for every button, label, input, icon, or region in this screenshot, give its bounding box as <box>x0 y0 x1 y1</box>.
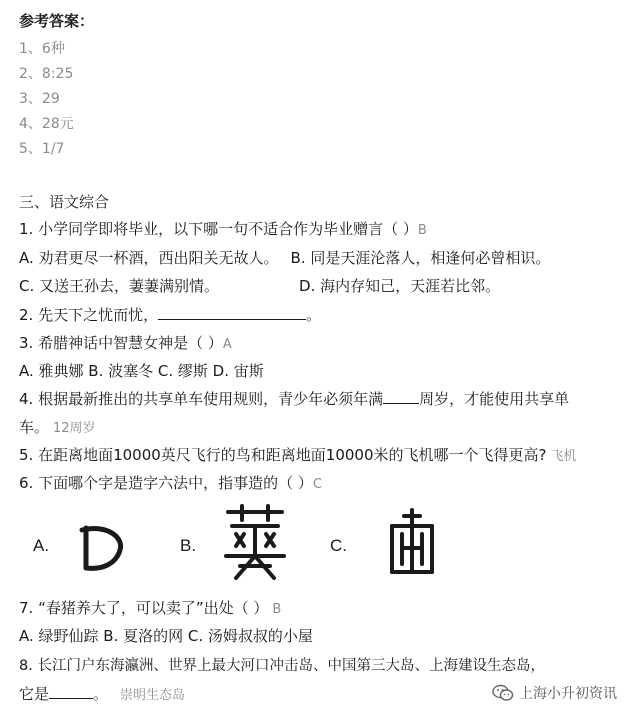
figure-a-label: A. <box>33 536 50 555</box>
figure-a-glyph <box>78 518 128 574</box>
question-4-line-2 <box>19 417 96 439</box>
question-1-option-a: A. 劝君更尽一杯酒，西出阳关无故人。 <box>19 249 279 267</box>
question-5 <box>19 445 577 467</box>
question-2 <box>19 305 321 325</box>
question-3 <box>19 333 232 355</box>
question-6-text: 6. 下面哪个字是造字六法中，指事造的（ ） <box>19 474 313 492</box>
question-4-blank[interactable] <box>383 389 419 404</box>
question-2-text: 2. 先天下之忧而忧， <box>19 306 159 324</box>
question-3-options: A. 雅典娜 B. 波塞冬 C. 缪斯 D. 宙斯 <box>19 362 264 380</box>
question-1-options-row-2 <box>19 276 500 296</box>
question-7-text: 7. “春猪养大了，可以卖了”出处（ ） <box>19 599 269 617</box>
section-title: 三、语文综合 <box>19 193 110 211</box>
question-4 <box>19 389 569 409</box>
question-7-answer: B <box>272 602 282 617</box>
answer-item-5: 5、1/7 <box>19 141 65 157</box>
question-8-end: 。 <box>93 685 109 703</box>
question-1 <box>19 219 427 241</box>
question-5-text: 5. 在距离地面10000英尺飞行的鸟和距离地面10000米的飞机哪一个飞得更高? <box>19 446 547 464</box>
question-7-options: A. 绿野仙踪 B. 夏洛的网 C. 汤姆叔叔的小屋 <box>19 627 313 645</box>
question-6-answer: C <box>312 477 322 492</box>
question-2-blank[interactable] <box>158 305 306 320</box>
question-8-line-2 <box>19 684 185 706</box>
question-8-blank[interactable] <box>49 684 93 699</box>
question-4-text-after: 周岁，才能使用共享单 <box>419 390 570 408</box>
watermark <box>492 683 617 703</box>
question-1-option-c: C. 又送王孙去，萋萋满别情。 <box>19 277 220 295</box>
watermark-text: 上海小升初资讯 <box>519 686 617 702</box>
answer-item-1: 1、6种 <box>19 41 65 57</box>
figure-c-label: C. <box>330 536 347 555</box>
question-2-end: 。 <box>306 306 322 324</box>
answer-item-2: 2、8:25 <box>19 66 74 82</box>
question-1-answer: B <box>417 223 427 238</box>
question-8-line2-text: 它是 <box>19 685 50 703</box>
question-6-figures <box>0 500 625 590</box>
question-8-answer: 崇明生态岛 <box>120 688 186 703</box>
wechat-icon <box>492 684 514 702</box>
question-8-line-1: 8. 长江门户东海瀛洲、世界上最大河口冲击岛、中国第三大岛、上海建设生态岛， <box>19 658 545 674</box>
question-4-answer: 12周岁 <box>53 421 96 436</box>
question-6 <box>19 473 322 495</box>
answer-item-4: 4、28元 <box>19 116 74 132</box>
figure-b-glyph <box>222 504 288 584</box>
figure-b-label: B. <box>180 536 197 555</box>
question-1-options-row-1 <box>19 248 550 268</box>
question-1-option-d: D. 海内存知己，天涯若比邻。 <box>299 277 501 295</box>
question-3-text: 3. 希腊神话中智慧女神是（ ） <box>19 334 223 352</box>
question-3-answer: A <box>222 337 232 352</box>
question-7 <box>19 598 281 620</box>
question-1-text: 1. 小学同学即将毕业，以下哪一句不适合作为毕业赠言（ ） <box>19 220 418 238</box>
question-4-line2-text: 车。 <box>19 418 50 436</box>
answers-heading: 参考答案： <box>19 12 95 30</box>
question-4-text: 4. 根据最新推出的共享单车使用规则，青少年必须年满 <box>19 390 384 408</box>
question-1-option-b: B. 同是天涯沦落人，相逢何必曾相识。 <box>290 249 551 267</box>
figure-c-glyph <box>386 508 438 578</box>
question-5-answer: 飞机 <box>550 449 577 464</box>
answer-item-3: 3、29 <box>19 91 60 107</box>
